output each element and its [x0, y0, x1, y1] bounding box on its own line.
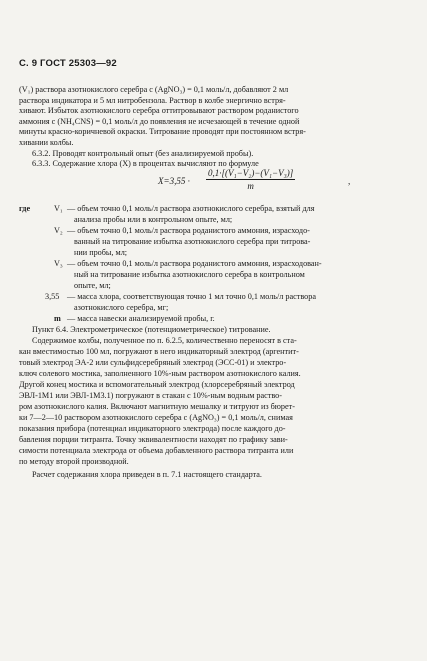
def-line: — объем точно 0,1 моль/л раствора роданистого аммония, израсходо-	[67, 226, 310, 235]
def-symbol: V₁	[54, 204, 63, 213]
item-6-3-3: 6.3.3. Содержание хлора (X) в процентах вычисляют по формуле	[32, 159, 259, 168]
def-line: ванный на титрование избытка азотнокислого серебра при титрова-	[74, 237, 311, 246]
def-symbol: V₂	[54, 226, 63, 235]
formula-lhs: X=3,55 ·	[158, 176, 190, 186]
text-line: кан вместимостью 100 мл, погружают в него индикаторный электрод (аргентит-	[19, 347, 299, 356]
text-line: хивании колбы.	[19, 138, 74, 147]
def-line: — объем точно 0,1 моль/л раствора азотнокислого серебра, взятый для	[67, 204, 315, 213]
text-line: минуты красно-коричневой окраски. Титрование проводят при постоянном встря-	[19, 127, 306, 136]
text-line: (V₁) раствора азотнокислого серебра c (AgNO₃) = 0,1 моль/л, добавляют 2 мл	[19, 85, 289, 94]
def-line: ный на титрование избытка азотнокислого серебра в контрольном	[74, 270, 305, 279]
text-line: аммония c (NH₄CNS) = 0,1 моль/л до появления не исчезающей в течение одной	[19, 117, 300, 126]
def-line: — масса навески анализируемой пробы, г.	[67, 314, 215, 323]
text-line: хивают. Избыток азотнокислого серебра оттитровывают раствором роданистого	[19, 106, 299, 115]
text-line: товый электрод ЭА-2 или сульфидсеребряный электрод (ЭСС-01) и электро-	[19, 358, 287, 367]
def-symbol: V₃	[54, 259, 63, 268]
text-line: ключ солевого мостика, заполненного 10%-ным раствором азотнокислого калия.	[19, 369, 301, 378]
formula-comma: ,	[348, 176, 351, 186]
text-line: Пункт 6.4. Электрометрическое (потенциометрическое) титрование.	[32, 325, 271, 334]
def-symbol: m	[54, 314, 61, 323]
text-line: симости потенциала электрода от объема добавленного раствора титранта или	[19, 446, 294, 455]
text-line: Содержимое колбы, полученное по п. 6.2.5, количественно переносят в ста-	[32, 336, 297, 345]
paragraph-reference: Расчет содержания хлора приведен в п. 7.1 настоящего стандарта.	[32, 470, 262, 479]
def-symbol: 3,55	[45, 292, 60, 301]
formula-fraction	[206, 168, 295, 191]
text-line: ки 7—2—10 раствором азотнокислого серебра c (AgNO₃) = 0,1 моль/л, снимая	[19, 413, 293, 422]
def-line: нии пробы, мл;	[74, 248, 128, 257]
def-line: азотнокислого серебра, мг;	[74, 303, 169, 312]
def-line: опыте, мл;	[74, 281, 111, 290]
def-line: — объем точно 0,1 моль/л раствора роданистого аммония, израсходован-	[67, 259, 322, 268]
item-6-3-2: 6.3.2. Проводят контрольный опыт (без анализируемой пробы).	[32, 149, 254, 158]
text-line: Другой конец мостика и вспомогательный электрод (хлорсеребряный электрод	[19, 380, 295, 389]
formula-numerator: 0,1·[(V₁−V₂)−(V₁−V₃)]	[208, 168, 294, 178]
text-line: по методу второй производной.	[19, 457, 129, 466]
formula-denominator: m	[247, 181, 254, 191]
def-line: анализа пробы или в контрольном опыте, мл;	[74, 215, 233, 224]
def-line: — масса хлора, соответствующая точно 1 мл точно 0,1 моль/л раствора	[67, 292, 317, 301]
page-header: С. 9 ГОСТ 25303—92	[19, 58, 117, 69]
text-line: ЭВЛ-1М1 или ЭВЛ-1М3.1) погружают в стакан с 10%-ным водным раство-	[19, 391, 283, 400]
text-line: бавления порции титранта. Точку эквивалентности находят по графику зави-	[19, 435, 288, 444]
text-line: раствора индикатора и 5 мл нитробензола. Раствор в колбе энергично встря-	[19, 96, 286, 105]
text-line: показания прибора (потенциал индикаторного электрода) после каждого до-	[19, 424, 286, 433]
text-line: ром азотнокислого калия. Включают магнитную мешалку и титруют из бюрет-	[19, 402, 295, 411]
where-label: где	[19, 204, 31, 213]
